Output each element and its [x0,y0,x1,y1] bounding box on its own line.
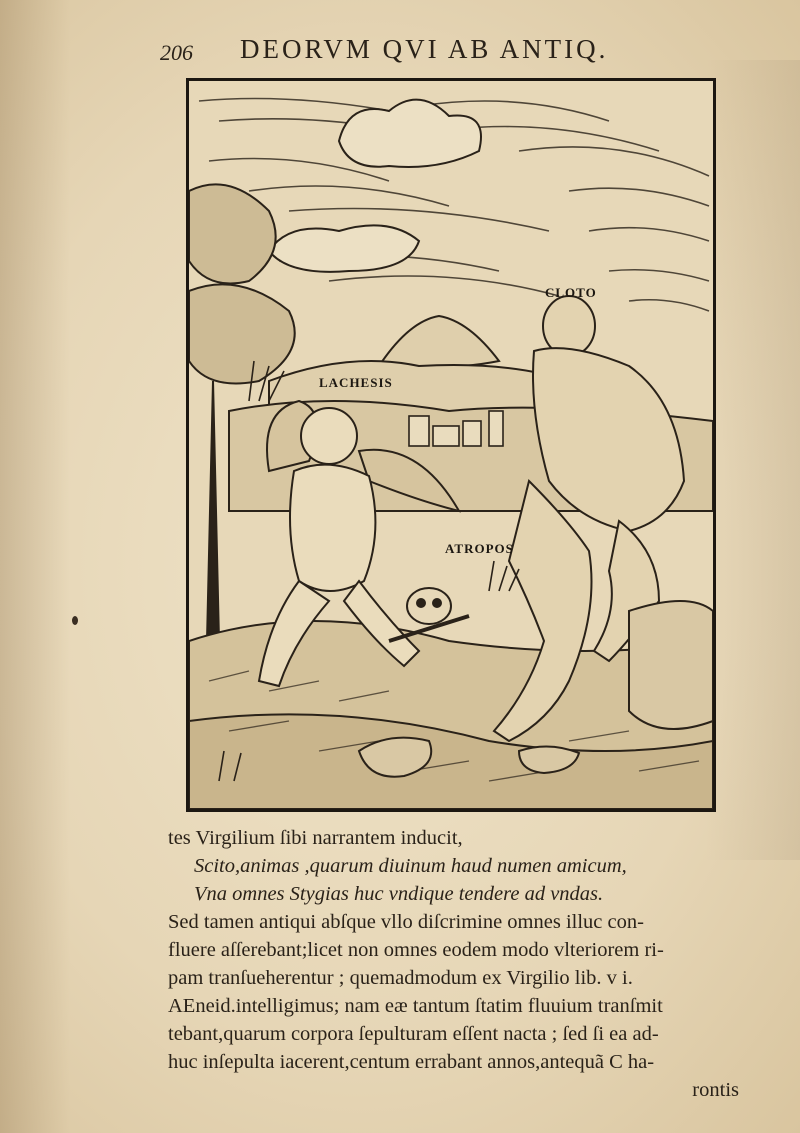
text-line: fluere aſſerebant;licet non omnes eodem modo vlteriorem ri- [168,939,664,961]
label-atropos: ATROPOS [445,541,514,556]
text-line: Sed tamen antiqui abſque vllo diſcrimine omnes illuc con- [168,911,644,933]
text-line: tes Virgilium ſibi narrantem inducit, [168,827,463,849]
woodcut-scene [189,81,713,809]
label-lachesis: LACHESIS [319,375,393,390]
text-line: tebant,quarum corpora ſepulturam eſſent nacta ; ſed ſi ea ad- [168,1023,659,1045]
ink-stain [72,616,78,625]
page-header [160,34,680,68]
verse-line: Vna omnes Stygias huc vndique tendere ad vndas. [194,883,604,905]
gutter-shadow [0,0,70,1133]
text-line: huc inſepulta iacerent,centum errabant annos,antequã C ha- [168,1051,655,1073]
verse-line: Scito,animas ,quarum diuinum haud numen amicum, [194,855,627,877]
text-line: pam tranſueherentur ; quemadmodum ex Virgilio lib. v i. [168,967,633,989]
page-number: 206 [160,40,193,65]
body-text [168,824,753,1104]
woodcut-illustration [186,78,716,812]
catchword: rontis [692,1079,739,1101]
show-through-shadow [705,60,800,860]
running-head: DEORVM QVI AB ANTIQ. [240,34,609,64]
text-line: AEneid.intelligimus; nam eæ tantum ſtatim fluuium tranſmit [168,995,663,1017]
label-cloto: CLOTO [545,285,597,300]
